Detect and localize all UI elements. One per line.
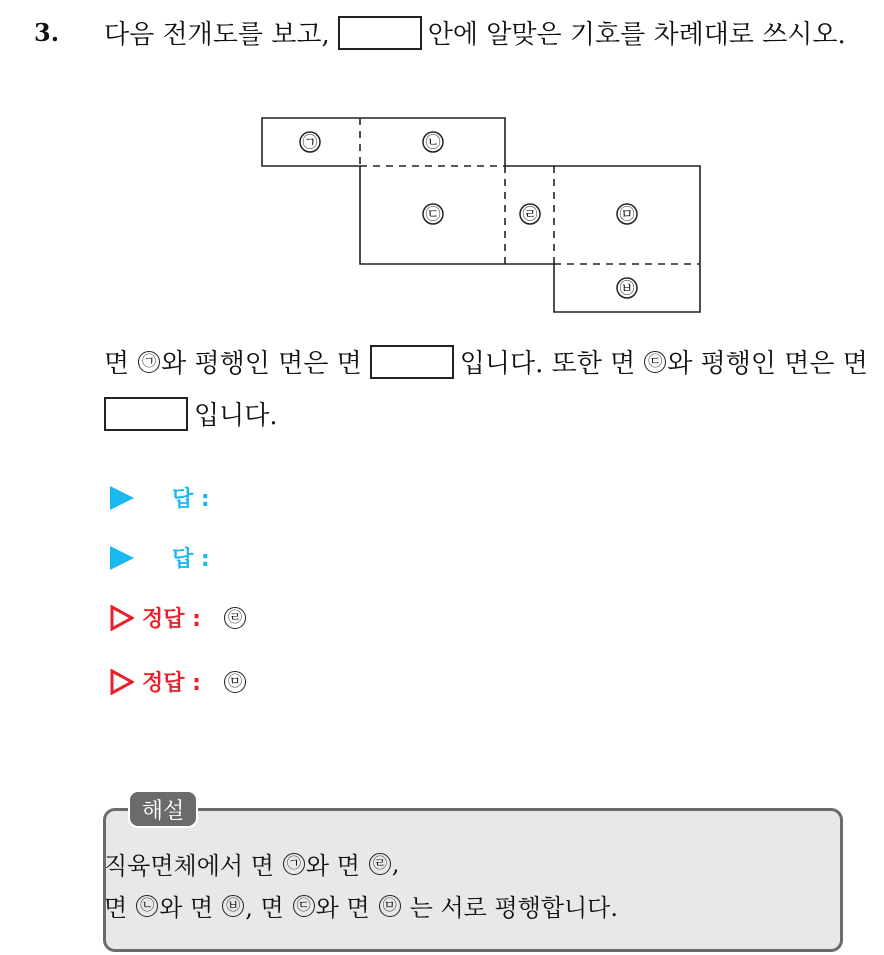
expl-text: 면: [104, 894, 128, 922]
svg-text:㉠: ㉠: [302, 133, 318, 151]
svg-text:㉣: ㉣: [522, 205, 538, 223]
svg-text:㉥: ㉥: [619, 279, 635, 297]
outline-triangle-icon: [110, 669, 134, 695]
stmt-text: 면: [104, 349, 130, 379]
net-label-c: [423, 204, 443, 224]
correct-answer-value: ㉤: [224, 671, 246, 693]
answer-label: 답 :: [172, 487, 210, 512]
net-label-a: [300, 132, 320, 152]
net-label-d: [520, 204, 540, 224]
correct-answer-label: 정답 :: [142, 671, 201, 696]
question-text-before: 다음 전개도를 보고,: [104, 20, 330, 50]
svg-text:㉡: ㉡: [425, 133, 441, 151]
answer-label: 답 :: [172, 547, 210, 572]
answer-blank-box: [338, 16, 422, 50]
expl-text: 는 서로 평행합니다.: [409, 894, 618, 922]
expl-text: 와 면: [315, 894, 370, 922]
stmt-text: 입니다. 또한 면: [459, 349, 636, 379]
expl-text: ,: [391, 849, 400, 878]
expl-text: 와 면: [305, 852, 360, 880]
svg-text:㉤: ㉤: [619, 205, 635, 223]
statement-line-2: [104, 395, 278, 432]
symbol-a: ㉠: [138, 351, 160, 373]
answer-row-2: [110, 542, 210, 573]
net-label-e: [617, 204, 637, 224]
cube-net-diagram: [250, 108, 710, 318]
correct-answer-value: ㉣: [224, 607, 246, 629]
svg-text:㉢: ㉢: [425, 205, 441, 223]
answer-row-1: [110, 482, 210, 513]
net-label-b: [423, 132, 443, 152]
fill-blank-1: [370, 345, 454, 379]
play-triangle-icon: [110, 486, 134, 510]
stmt-text: 와 평행인 면은 면: [667, 349, 868, 379]
expl-text: , 면: [245, 894, 284, 922]
symbol-b: ㉡: [136, 895, 158, 917]
symbol-a: ㉠: [283, 853, 305, 875]
outline-triangle-icon: [110, 605, 134, 631]
question-text-after: 안에 알맞은 기호를 차례대로 쓰시오.: [427, 20, 846, 50]
statement-line-1: [104, 343, 868, 380]
play-triangle-icon: [110, 546, 134, 570]
explanation-line-1: [104, 846, 400, 881]
stmt-text: 입니다.: [194, 401, 278, 431]
symbol-f: ㉥: [222, 895, 244, 917]
symbol-e: ㉤: [379, 895, 401, 917]
correct-answer-row-1: [110, 602, 247, 633]
question-text: [104, 14, 846, 51]
net-label-f: [617, 278, 637, 298]
question-number: 3.: [34, 18, 60, 47]
correct-answer-row-2: [110, 666, 247, 697]
explanation-line-2: [104, 888, 618, 923]
explanation-tag: 해설: [128, 790, 198, 828]
symbol-c: ㉢: [644, 351, 666, 373]
stmt-text: 와 평행인 면은 면: [161, 349, 362, 379]
correct-answer-label: 정답 :: [142, 607, 201, 632]
symbol-c: ㉢: [293, 895, 315, 917]
expl-text: 직육면체에서 면: [104, 852, 274, 880]
fill-blank-2: [104, 397, 188, 431]
expl-text: 와 면: [159, 894, 214, 922]
symbol-d: ㉣: [369, 853, 391, 875]
